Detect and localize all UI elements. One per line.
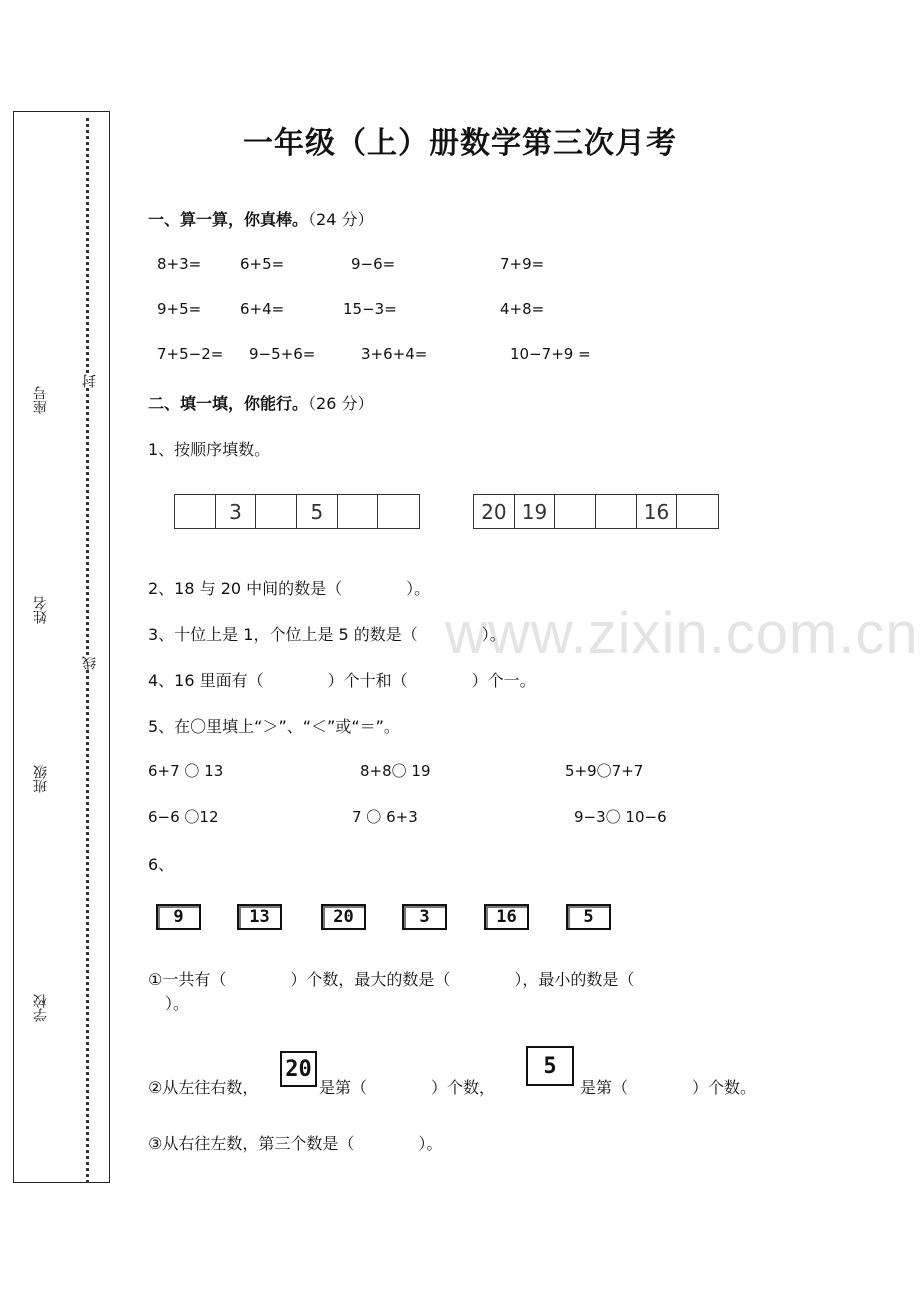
sub-question-1-end: ）。 <box>165 994 190 1013</box>
sequence-cell: 19 <box>515 495 556 528</box>
arith-item: 9+5= <box>157 300 202 318</box>
sequence-cell[interactable] <box>596 495 637 528</box>
sequence-cell[interactable] <box>378 495 419 528</box>
arith-item: 7+5−2= <box>157 345 224 363</box>
binding-dotted-line <box>86 118 93 1183</box>
sequence-cell[interactable] <box>677 495 718 528</box>
sub-question-2-end: 是第（ ）个数。 <box>580 1078 757 1097</box>
sub-question-2-mid: 是第（ ）个数， <box>319 1078 496 1097</box>
arith-item: 6+4= <box>240 300 285 318</box>
sequence-cell: 20 <box>474 495 515 528</box>
number-card-20: 20 <box>280 1051 317 1087</box>
compare-item: 7 〇 6+3 <box>352 808 418 826</box>
sub-question-3: ③从右往左数，第三个数是（ ）。 <box>148 1134 443 1153</box>
number-card: 16 <box>484 904 529 930</box>
number-card: 3 <box>402 904 447 930</box>
compare-item: 6+7 〇 13 <box>148 762 224 780</box>
arith-item: 9−6= <box>351 255 396 273</box>
arith-item: 8+3= <box>157 255 202 273</box>
section2-heading-text: 二、填一填，你能行。 <box>148 394 309 413</box>
seal-mark: 封 <box>82 374 98 388</box>
arith-item: 4+8= <box>500 300 545 318</box>
compare-item: 9−3〇 10−6 <box>574 808 667 826</box>
line-mark: 线 <box>82 656 98 670</box>
sequence-boxes-1 <box>174 494 420 529</box>
sequence-cell[interactable] <box>338 495 379 528</box>
name-label: 姓名 <box>33 596 49 624</box>
question-3: 3、十位上是 1，个位上是 5 的数是（ ）。 <box>148 625 506 644</box>
arith-item: 6+5= <box>240 255 285 273</box>
question-4: 4、16 里面有（ ）个十和（ ）个一。 <box>148 671 536 690</box>
sequence-cell: 16 <box>637 495 678 528</box>
question-1: 1、按顺序填数。 <box>148 440 271 459</box>
question-5: 5、在〇里填上“＞”、“＜”或“＝”。 <box>148 717 400 736</box>
section1-heading <box>148 207 373 230</box>
watermark: www.zixin.com.cn <box>445 601 919 666</box>
number-card: 20 <box>321 904 366 930</box>
number-card-5: 5 <box>526 1046 574 1086</box>
sequence-cell[interactable] <box>256 495 297 528</box>
sequence-boxes-2 <box>473 494 719 529</box>
compare-item: 6−6 〇12 <box>148 808 219 826</box>
sequence-cell[interactable] <box>555 495 596 528</box>
arith-item: 15−3= <box>343 300 397 318</box>
number-card: 9 <box>156 904 201 930</box>
arith-item: 7+9= <box>500 255 545 273</box>
number-card: 13 <box>237 904 282 930</box>
arith-item: 10−7+9 = <box>510 345 591 363</box>
compare-item: 5+9〇7+7 <box>565 762 644 780</box>
section1-heading-text: 一、算一算，你真棒。 <box>148 210 309 229</box>
sequence-cell: 5 <box>297 495 338 528</box>
school-label: 学校 <box>33 994 49 1022</box>
sequence-cell: 3 <box>216 495 257 528</box>
section1-points: （24 分） <box>308 210 374 229</box>
sub-question-2-start: ②从左往右数， <box>148 1078 259 1097</box>
page-title: 一年级（上）册数学第三次月考 <box>243 126 677 161</box>
seat-number-label: 座号 <box>33 386 49 414</box>
section2-heading <box>148 391 373 414</box>
binding-strip <box>13 111 110 1183</box>
section2-points: （26 分） <box>308 394 374 413</box>
question-6: 6、 <box>148 855 175 874</box>
number-card: 5 <box>566 904 611 930</box>
sub-question-1: ①一共有（ ）个数，最大的数是（ ），最小的数是（ <box>148 970 635 989</box>
sequence-cell[interactable] <box>175 495 216 528</box>
compare-item: 8+8〇 19 <box>360 762 431 780</box>
question-2: 2、18 与 20 中间的数是（ ）。 <box>148 579 431 598</box>
arith-item: 9−5+6= <box>249 345 316 363</box>
class-label: 班级 <box>33 765 49 793</box>
arith-item: 3+6+4= <box>361 345 428 363</box>
